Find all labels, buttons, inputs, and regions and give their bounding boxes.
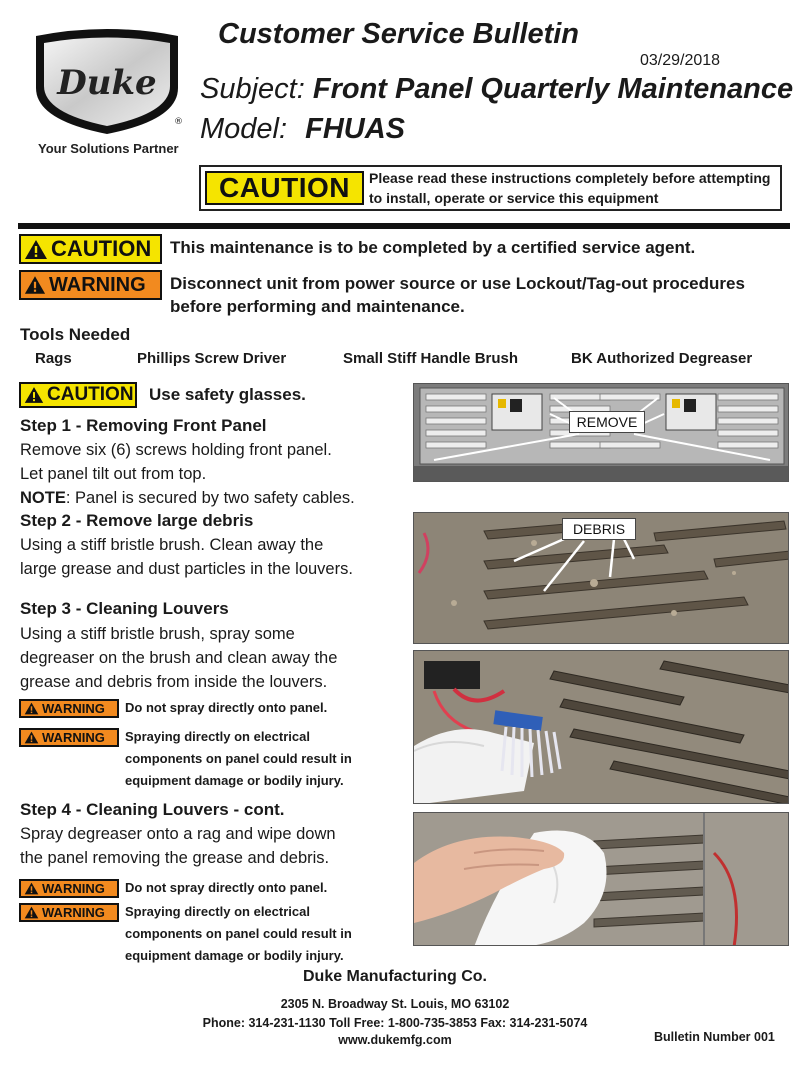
front-panel-photo [413,383,789,482]
bulletin-title: Customer Service Bulletin [218,18,579,50]
subject-value: Front Panel Quarterly Maintenance [312,73,794,105]
warning-text: Spraying directly on electrical [125,904,310,919]
bulletin-date: 03/29/2018 [640,52,721,69]
step-4-title: Step 4 - Cleaning Louvers - cont. [20,800,285,819]
step-1-note [20,486,355,510]
tagline: Your Solutions Partner [38,141,179,156]
warning-badge: WARNING [19,270,162,300]
svg-text:®: ® [174,117,183,127]
caution-notice-box [199,165,782,211]
warning-badge: WARNING [19,699,119,718]
company-website[interactable]: www.dukemfg.com [338,1033,452,1047]
warning-badge: WARNING [19,879,119,898]
step-3-title: Step 3 - Cleaning Louvers [20,599,229,618]
warning-text: Spraying directly on electrical [125,729,310,744]
tool-item: Rags [35,350,72,367]
hazard-triangle-icon [24,386,44,404]
subject-label: Subject: [200,73,305,105]
power-notice-line2: before performing and maintenance. [170,297,465,316]
step-1-line: Let panel tilt out from top. [20,465,207,483]
tool-item: BK Authorized Degreaser [571,350,753,367]
hazard-triangle-icon [24,906,39,919]
hazard-triangle-icon [24,731,39,744]
step-2-line: large grease and dust particles in the louvers. [20,560,353,578]
step-3-line: degreaser on the brush and clean away the [20,649,338,667]
step-4-line: the panel removing the grease and debris. [20,849,330,867]
rag-wiping-photo [413,812,789,946]
warning-text: Do not spray directly onto panel. [125,700,328,715]
model-value: FHUAS [305,113,405,145]
step-2-title: Step 2 - Remove large debris [20,511,254,530]
warning-text: Do not spray directly onto panel. [125,880,328,895]
tools-title: Tools Needed [20,325,131,344]
company-address: 2305 N. Broadway St. Louis, MO 63102 [280,997,510,1011]
debris-louvers-photo [413,512,789,644]
step-3-line: Using a stiff bristle brush, spray some [20,625,295,643]
note-label: NOTE [20,489,66,507]
hazard-triangle-icon [24,882,39,895]
step-4-line: Spray degreaser onto a rag and wipe down [20,825,336,843]
step-1-line: Remove six (6) screws holding front panel. [20,441,332,459]
bulletin-number: Bulletin Number 001 [654,1030,775,1044]
warning-text: equipment damage or bodily injury. [125,948,344,963]
hazard-triangle-icon [24,702,39,715]
caution-badge: CAUTION [19,234,162,264]
company-phone: Phone: 314-231-1130 Toll Free: 1-800-735-3853 Fax: 314-231-5074 [202,1016,588,1030]
company-name: Duke Manufacturing Co. [302,968,487,985]
remove-callout: REMOVE [569,411,645,433]
tool-item: Phillips Screw Driver [137,350,287,367]
caution-notice-text: Please read these instructions completely before attempting to install, operate or service this equipment [369,170,771,206]
brush-cleaning-illustration [414,651,789,804]
brushing-louvers-photo [413,650,789,804]
subject-line [200,73,793,106]
safety-caution-badge: CAUTION [19,382,137,408]
model-line [200,113,405,146]
safety-glasses-notice: Use safety glasses. [149,385,306,404]
model-label: Model: [200,113,288,145]
step-2-line: Using a stiff bristle brush. Clean away the [20,536,324,554]
step-1-title: Step 1 - Removing Front Panel [20,416,267,435]
certified-agent-notice: This maintenance is to be completed by a certified service agent. [170,238,696,257]
tool-item: Small Stiff Handle Brush [343,350,519,367]
note-text: : Panel is secured by two safety cables. [65,489,355,507]
warning-text: components on panel could result in [125,926,352,941]
step-3-line: grease and debris from inside the louvers. [20,673,328,691]
hazard-triangle-icon [24,239,48,260]
warning-text: components on panel could result in [125,751,352,766]
debris-callout: DEBRIS [562,518,636,540]
warning-badge: WARNING [19,903,119,922]
svg-text:Duke: Duke [57,63,157,103]
rag-wiping-illustration [414,813,789,946]
hazard-triangle-icon [24,275,46,295]
caution-big-badge: CAUTION [205,171,364,205]
header-divider [18,223,790,229]
warning-text: equipment damage or bodily injury. [125,773,344,788]
duke-logo [28,28,186,138]
warning-badge: WARNING [19,728,119,747]
power-notice-line1: Disconnect unit from power source or use Lockout/Tag-out procedures [170,274,745,293]
front-panel-illustration [414,384,789,482]
